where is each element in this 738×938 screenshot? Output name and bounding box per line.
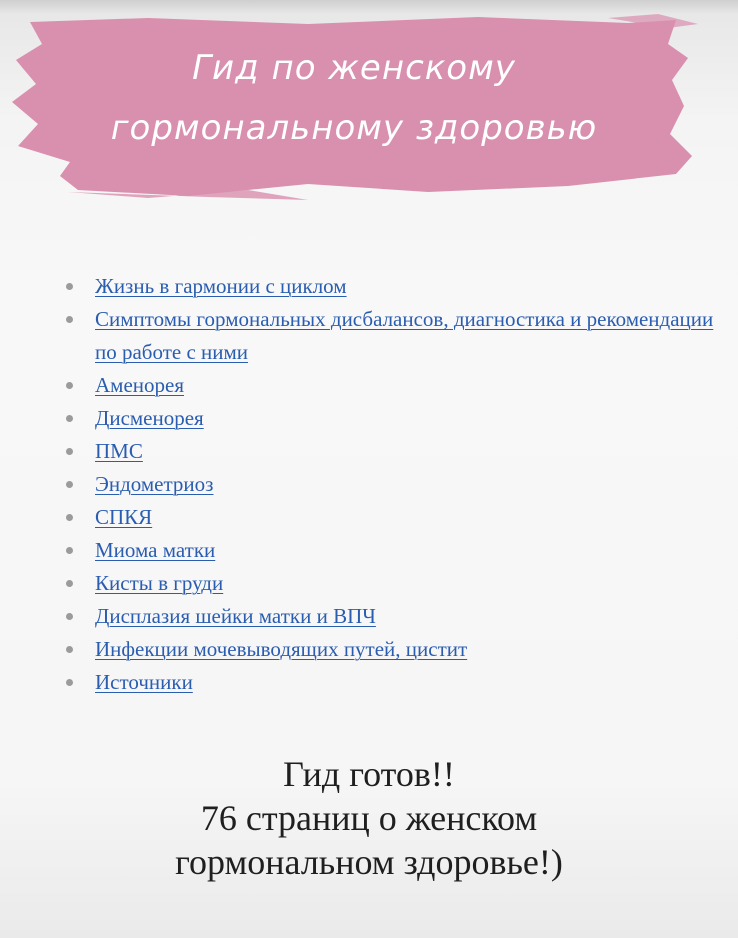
bullet-icon [66,316,73,323]
closing-caption [0,752,738,884]
toc-item-pms [62,435,722,468]
bullet-icon [66,613,73,620]
toc-link-dysplasia[interactable]: Дисплазия шейки матки и ВПЧ [95,604,376,628]
toc-link-pcos[interactable]: СПКЯ [95,505,153,529]
toc-link-symptoms[interactable]: Симптомы гормональных дисбалансов, диагностика и рекомендации по работе с ними [95,307,714,364]
bullet-icon [66,382,73,389]
toc-item-fibroids [62,534,722,567]
bullet-icon [66,580,73,587]
toc-link-amenorrhea[interactable]: Аменорея [95,373,184,397]
toc-item-symptoms [62,303,722,369]
title-line-1: Гид по женскому [192,48,516,88]
toc-item-breast-cysts [62,567,722,600]
table-of-contents [62,270,722,699]
bullet-icon [66,415,73,422]
toc-item-dysplasia [62,600,722,633]
bullet-icon [66,547,73,554]
bullet-icon [66,448,73,455]
bullet-icon [66,283,73,290]
title-banner [8,14,700,200]
toc-link-endometriosis[interactable]: Эндометриоз [95,472,214,496]
closing-line-2: 76 страниц о женском [200,798,538,838]
title-line-2: гормональному здоровью [110,108,598,148]
bullet-icon [66,481,73,488]
bullet-icon [66,646,73,653]
toc-link-sources[interactable]: Источники [95,670,193,694]
closing-line-1: Гид готов!! [283,754,455,794]
page-title [8,38,700,158]
toc-link-cycle[interactable]: Жизнь в гармонии с циклом [95,274,347,298]
toc-link-fibroids[interactable]: Миома матки [95,538,216,562]
toc-link-dysmenorrhea[interactable]: Дисменорея [95,406,204,430]
closing-line-3: гормональном здоровье!) [175,842,563,882]
toc-item-dysmenorrhea [62,402,722,435]
toc-item-amenorrhea [62,369,722,402]
toc-link-uti[interactable]: Инфекции мочевыводящих путей, цистит [95,637,468,661]
bullet-icon [66,679,73,686]
top-shadow [0,0,738,14]
toc-item-pcos [62,501,722,534]
toc-item-uti [62,633,722,666]
toc-item-endometriosis [62,468,722,501]
bullet-icon [66,514,73,521]
toc-item-sources [62,666,722,699]
toc-link-breast-cysts[interactable]: Кисты в груди [95,571,224,595]
toc-link-pms[interactable]: ПМС [95,439,143,463]
toc-item-cycle [62,270,722,303]
